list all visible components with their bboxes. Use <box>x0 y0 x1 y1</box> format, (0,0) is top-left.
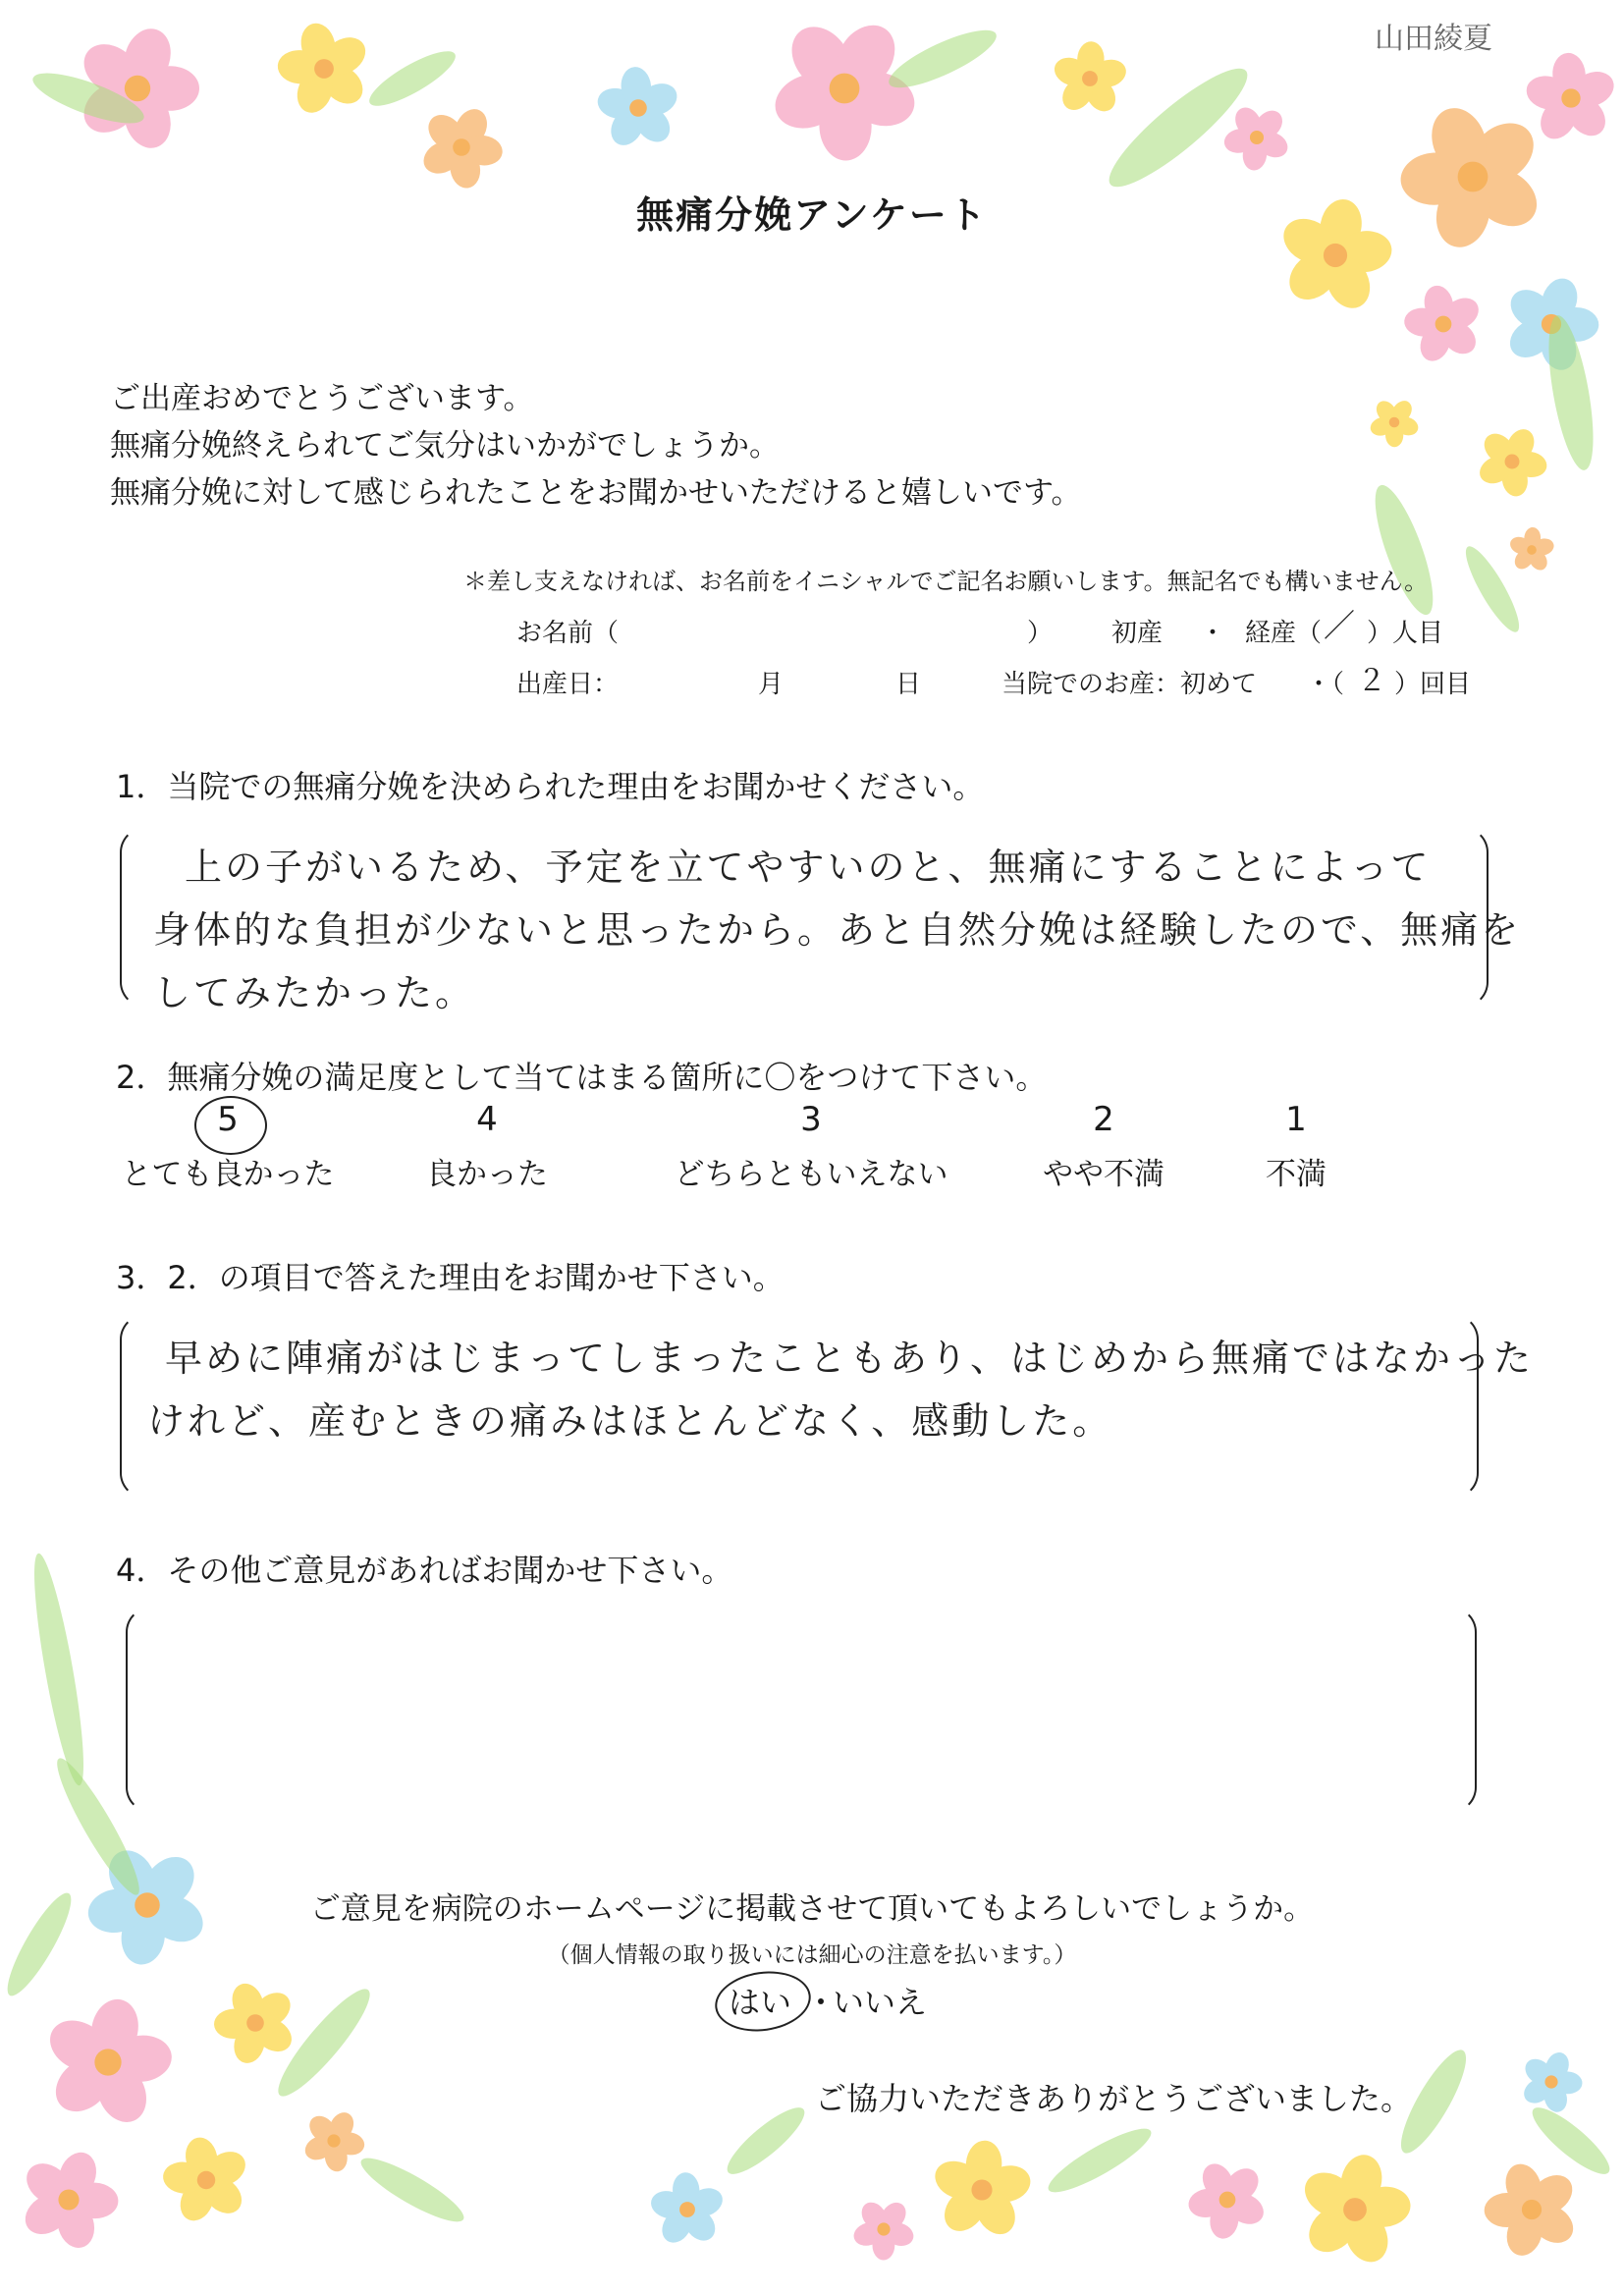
flower-ornament <box>277 20 373 118</box>
flower-ornament <box>1484 2159 1580 2261</box>
rating-5-number[interactable]: 5 <box>217 1100 239 1139</box>
flower-ornament <box>768 14 921 161</box>
multi-birth-count[interactable]: ／ <box>1324 607 1359 644</box>
hospital-birth-count[interactable]: ２ <box>1357 664 1389 698</box>
name-field[interactable] <box>648 609 1011 644</box>
leaf-ornament <box>1364 479 1444 621</box>
rating-2-number[interactable]: 2 <box>1093 1100 1114 1139</box>
first-birth-option[interactable]: 初産 <box>1111 619 1164 648</box>
rating-3-number[interactable]: 3 <box>800 1100 822 1139</box>
flower-ornament <box>1475 424 1548 498</box>
flower-ornament <box>1222 103 1292 172</box>
flower-ornament <box>1507 526 1555 574</box>
rating-3-label[interactable]: どちらともいえない <box>674 1157 948 1192</box>
rating-2-label[interactable]: やや不満 <box>1043 1157 1164 1192</box>
name-label: お名前（ <box>516 619 620 648</box>
hospital-birth-label: 当院でのお産：初めて <box>1001 670 1258 699</box>
answer-1-line-3: してみたかった。 <box>153 971 476 1014</box>
name-close: ） <box>1027 619 1054 648</box>
birth-month-field[interactable] <box>628 660 746 695</box>
flower-ornament <box>1051 41 1129 117</box>
intro-line-1: ご出産おめでとうございます。 <box>110 381 534 416</box>
flower-ornament <box>851 2198 917 2261</box>
rating-5-label[interactable]: とても良かった <box>121 1157 335 1192</box>
flower-ornament <box>1368 397 1421 447</box>
flower-ornament <box>648 2171 727 2248</box>
birth-date-label: 出産日： <box>516 670 620 699</box>
consent-separator: ・ <box>805 1984 838 2021</box>
flower-ornament <box>161 2135 251 2226</box>
leaf-ornament <box>1042 2119 1158 2202</box>
flower-ornament <box>1523 52 1619 146</box>
handwritten-signature: 山田綾夏 <box>1375 22 1492 56</box>
flower-ornament <box>213 1979 298 2066</box>
leaf-ornament <box>354 2149 470 2231</box>
hospital-birth-open: ・（ <box>1306 670 1345 699</box>
flower-ornament <box>1297 2151 1413 2268</box>
leaf-ornament <box>1458 541 1528 638</box>
flower-ornament <box>1403 283 1485 365</box>
flower-ornament <box>18 2147 119 2252</box>
rating-1-number[interactable]: 1 <box>1285 1100 1307 1139</box>
day-label: 日 <box>895 670 922 699</box>
flower-ornament <box>1186 2158 1269 2241</box>
answer-3-line-1: 早めに陣痛がはじまってしまったこともあり、はじめから無痛ではなかった <box>165 1337 1535 1380</box>
leaf-ornament <box>363 42 462 115</box>
question-3: 3．2．の項目で答えた理由をお聞かせ下さい。 <box>116 1259 785 1296</box>
page-title: 無痛分娩アンケート <box>636 193 988 237</box>
flower-ornament <box>301 2108 366 2173</box>
month-label: 月 <box>758 670 785 699</box>
flower-ornament <box>41 1994 175 2130</box>
hospital-birth-suffix: ）回目 <box>1394 670 1472 699</box>
intro-line-3: 無痛分娩に対して感じられたことをお聞かせいただけると嬉しいです。 <box>110 475 1082 511</box>
intro-line-2: 無痛分娩終えられてご気分はいかがでしょうか。 <box>110 428 780 464</box>
flower-ornament <box>595 66 682 151</box>
multi-birth-label: 経産（ <box>1245 619 1323 648</box>
separator-dot: ・ <box>1200 619 1226 648</box>
answer-1-line-2: 身体的な負担が少ないと思ったから。あと自然分娩は経験したので、無痛を <box>153 908 1522 952</box>
flower-ornament <box>418 104 505 191</box>
selected-rating-circle <box>194 1096 267 1155</box>
leaf-ornament <box>883 20 1002 98</box>
multi-birth-suffix: ）人目 <box>1367 619 1444 648</box>
question-2: 2．無痛分娩の満足度として当てはまる箇所に〇をつけて下さい。 <box>116 1059 1048 1096</box>
flower-ornament <box>929 2139 1034 2241</box>
answer-box-4[interactable] <box>126 1607 1477 1813</box>
rating-4-number[interactable]: 4 <box>476 1100 498 1139</box>
rating-4-label[interactable]: 良かった <box>426 1157 548 1192</box>
birth-day-field[interactable] <box>785 660 884 695</box>
consent-question: ご意見を病院のホームページに掲載させて頂いてもよろしいでしょうか。 <box>309 1891 1315 1927</box>
consent-no[interactable]: いいえ <box>833 1984 928 2021</box>
thanks-message: ご協力いただきありがとうございました。 <box>815 2080 1413 2117</box>
leaf-ornament <box>1525 2099 1618 2183</box>
answer-1-line-1: 上の子がいるため、予定を立てやすいのと、無痛にすることによって <box>185 846 1432 889</box>
flower-ornament <box>1519 2049 1583 2115</box>
question-1: 1．当院での無痛分娩を決められた理由をお聞かせください。 <box>116 768 985 805</box>
leaf-ornament <box>25 1551 92 1787</box>
leaf-ornament <box>720 2099 813 2183</box>
consent-note: （個人情報の取り扱いには細心の注意を払います。） <box>547 1942 1077 1968</box>
consent-yes[interactable]: はい <box>729 1984 792 2021</box>
rating-1-label[interactable]: 不満 <box>1266 1157 1326 1192</box>
answer-3-line-2: けれど、産むときの痛みはほとんどなく、感動した。 <box>147 1399 1113 1443</box>
initials-note: ＊差し支えなければ、お名前をイニシャルでご記名お願いします。無記名でも構いません。 <box>463 568 1429 595</box>
question-4: 4．その他ご意見があればお聞かせ下さい。 <box>116 1552 733 1589</box>
